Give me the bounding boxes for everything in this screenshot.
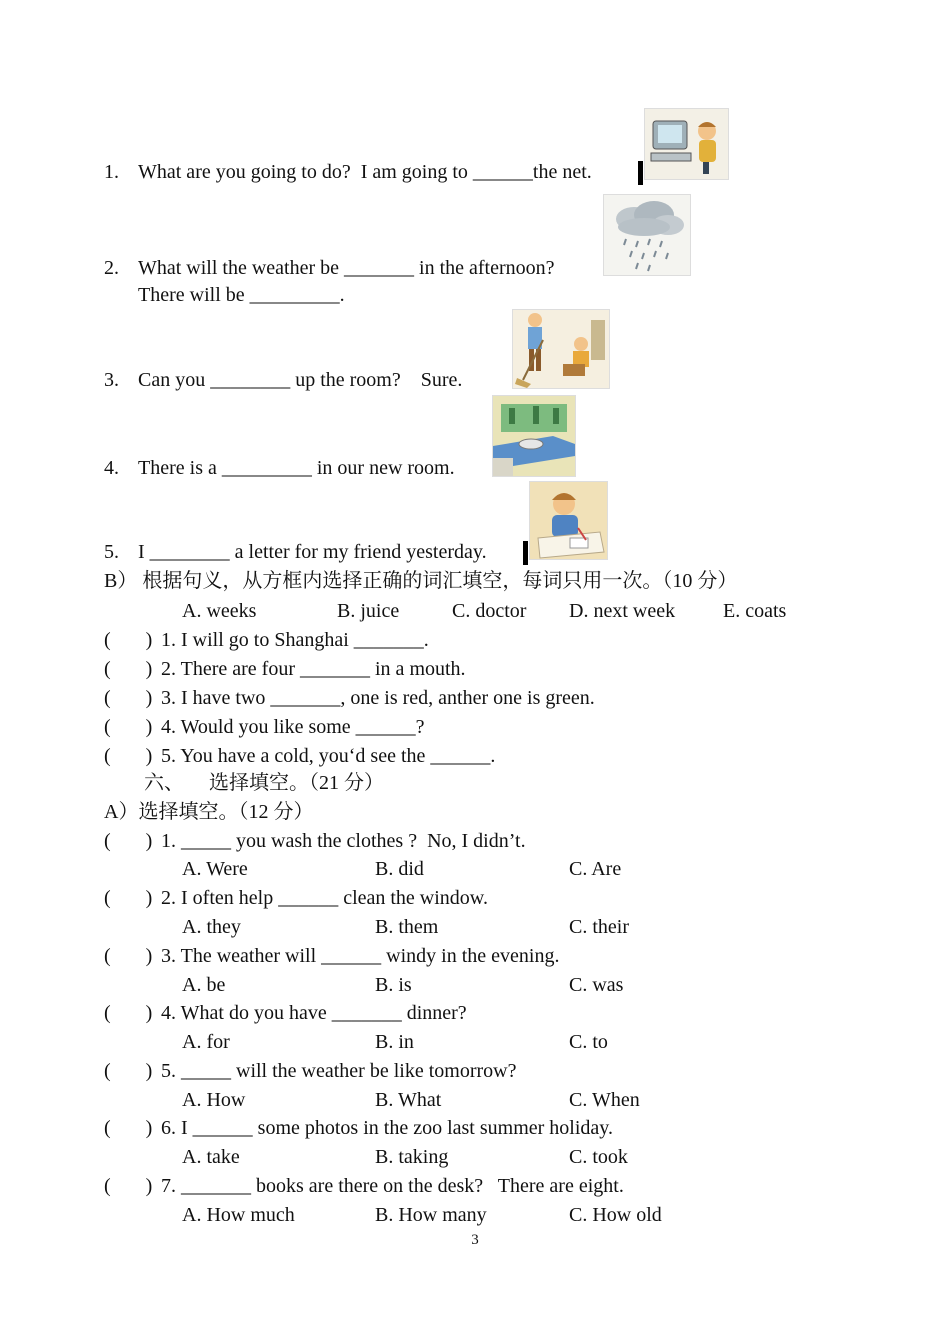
page-number: 3: [471, 1232, 479, 1248]
answer-paren: ( ): [104, 945, 153, 967]
fill-question: 1. I will go to Shanghai _______.: [161, 629, 429, 651]
q3-number: 3.: [104, 369, 119, 391]
writing-boy-image: [529, 481, 608, 560]
fill-question: 3. I have two _______, one is red, anther one is green.: [161, 687, 595, 709]
option-a: A. How: [182, 1089, 246, 1111]
fill-question: 5. You have a cold, you‘d see the ______.: [161, 745, 496, 767]
option-c: C. Are: [569, 858, 622, 880]
kitchen-image: [492, 395, 576, 477]
option-c: C. their: [569, 916, 629, 938]
answer-paren: ( ): [104, 830, 153, 852]
q4-number: 4.: [104, 457, 119, 479]
answer-paren: ( ): [104, 716, 153, 738]
q5-text: I ________ a letter for my friend yesterday.: [138, 541, 487, 563]
word-box-item-c: C. doctor: [452, 600, 527, 622]
word-box-item-b: B. juice: [337, 600, 400, 622]
computer-boy-image: [644, 108, 729, 180]
rainy-cloud-image: [603, 194, 691, 276]
word-box-item-a: A. weeks: [182, 600, 257, 622]
choice-question: 3. The weather will ______ windy in the evening.: [161, 945, 560, 967]
q4-text: There is a _________ in our new room.: [138, 457, 455, 479]
option-a: A. How much: [182, 1204, 295, 1226]
choice-question: 7. _______ books are there on the desk? There are eight.: [161, 1175, 624, 1197]
option-b: B. How many: [375, 1204, 487, 1226]
option-a: A. for: [182, 1031, 230, 1053]
option-a: A. they: [182, 916, 241, 938]
section-six-heading: 六、 选择填空。（21 分）: [144, 772, 384, 794]
option-c: C. When: [569, 1089, 640, 1111]
answer-paren: ( ): [104, 745, 153, 767]
choice-question: 6. I ______ some photos in the zoo last summer holiday.: [161, 1117, 613, 1139]
option-c: C. How old: [569, 1204, 662, 1226]
choice-question: 5. _____ will the weather be like tomorrow?: [161, 1060, 517, 1082]
text-cursor: [523, 541, 528, 565]
option-b: B. What: [375, 1089, 442, 1111]
option-b: B. did: [375, 858, 424, 880]
section-six-sub-heading: A）选择填空。（12 分）: [104, 801, 314, 823]
answer-paren: ( ): [104, 629, 153, 651]
option-c: C. took: [569, 1146, 628, 1168]
answer-paren: ( ): [104, 1002, 153, 1024]
word-box-item-e: E. coats: [723, 600, 787, 622]
option-c: C. to: [569, 1031, 608, 1053]
answer-paren: ( ): [104, 1175, 153, 1197]
word-box-item-d: D. next week: [569, 600, 676, 622]
q5-number: 5.: [104, 541, 119, 563]
choice-question: 4. What do you have _______ dinner?: [161, 1002, 467, 1024]
answer-paren: ( ): [104, 1117, 153, 1139]
option-b: B. taking: [375, 1146, 449, 1168]
part-b-heading: B） 根据句义，从方框内选择正确的词汇填空，每词只用一次。（10 分）: [104, 570, 738, 592]
q2-number: 2.: [104, 257, 119, 279]
answer-paren: ( ): [104, 887, 153, 909]
q1-number: 1.: [104, 161, 119, 183]
q2-text-second-line: There will be _________.: [138, 284, 345, 306]
q1-text: What are you going to do? I am going to ______the net.: [138, 161, 592, 183]
option-b: B. is: [375, 974, 412, 996]
choice-question: 1. _____ you wash the clothes ? No, I didn’t.: [161, 830, 526, 852]
option-a: A. Were: [182, 858, 248, 880]
option-a: A. take: [182, 1146, 240, 1168]
option-c: C. was: [569, 974, 624, 996]
answer-paren: ( ): [104, 658, 153, 680]
text-cursor: [638, 161, 643, 185]
fill-question: 2. There are four _______ in a mouth.: [161, 658, 466, 680]
answer-paren: ( ): [104, 1060, 153, 1082]
choice-question: 2. I often help ______ clean the window.: [161, 887, 488, 909]
fill-question: 4. Would you like some ______?: [161, 716, 425, 738]
option-a: A. be: [182, 974, 226, 996]
option-b: B. them: [375, 916, 439, 938]
cleaning-kids-image: [512, 309, 610, 389]
option-b: B. in: [375, 1031, 414, 1053]
q2-text: What will the weather be _______ in the afternoon?: [138, 257, 555, 279]
q3-text: Can you ________ up the room? Sure.: [138, 369, 463, 391]
answer-paren: ( ): [104, 687, 153, 709]
